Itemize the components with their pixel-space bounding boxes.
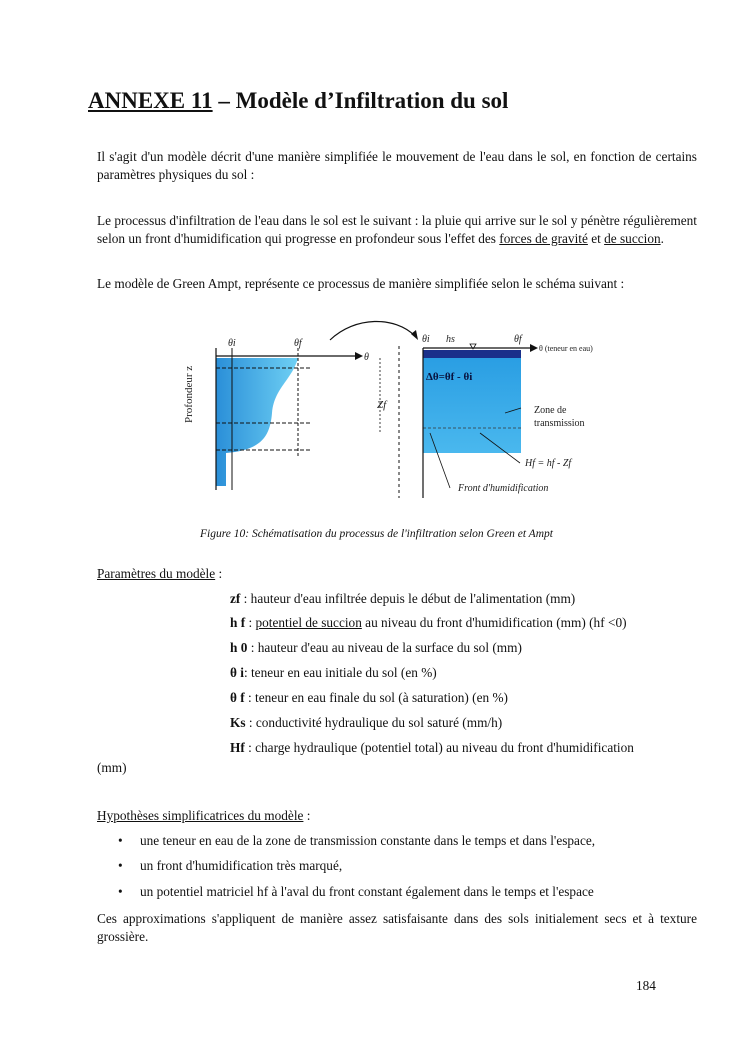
param-Hf-continuation: (mm) (97, 760, 127, 775)
transition-arrow-head (411, 330, 418, 340)
process-paragraph (97, 212, 697, 247)
param-zf (230, 591, 575, 607)
process-text-b: et (587, 230, 605, 246)
left-theta-i-label: θi (228, 338, 236, 349)
hypothesis-2: un front d'humidification très marqué, (140, 858, 343, 873)
annex-number: ANNEXE 11 (88, 88, 213, 113)
transition-arrow (330, 321, 415, 340)
param-Hf-symbol: Hf (230, 740, 245, 755)
surface-water-layer (423, 350, 521, 358)
param-h0 (230, 640, 522, 656)
left-axis-arrow (355, 352, 363, 360)
param-ks-symbol: Ks (230, 715, 246, 730)
green-ampt-figure (180, 318, 620, 518)
left-theta-axis-label: θ (364, 352, 369, 363)
param-Hf (230, 740, 634, 756)
param-h0-symbol: h 0 (230, 640, 248, 655)
param-theta-i-desc: : teneur en eau initiale du sol (en %) (243, 665, 437, 680)
front-label: Front d'humidification (458, 483, 549, 494)
right-theta-f-label: θf (514, 334, 522, 345)
params-title-suffix: : (215, 566, 223, 581)
zone-label-2: transmission (534, 418, 585, 429)
param-zf-symbol: zf (230, 591, 241, 606)
profondeur-label: Profondeur z (183, 365, 195, 423)
param-theta-i-symbol: θ i (230, 665, 244, 680)
param-zf-desc: : hauteur d'eau infiltrée depuis le début de l'alimentation (mm) (240, 591, 576, 606)
list-item (118, 858, 342, 874)
delta-theta-label: Δθ=θf - θi (426, 371, 473, 383)
intro-paragraph: Il s'agit d'un modèle décrit d'une manière simplifiée le mouvement de l'eau dans le sol, en fonction de certains paramètres physiques du sol : (97, 149, 697, 182)
right-axis-arrow (530, 344, 538, 352)
param-hf-sep: : (245, 615, 256, 630)
param-hf-symbol: h f (230, 615, 246, 630)
green-ampt-paragraph: Le modèle de Green Ampt, représente ce processus de manière simplifiée selon le schéma suivant : (97, 276, 625, 291)
hypotheses-title-text: Hypothèses simplificatrices du modèle (97, 808, 304, 823)
figure-caption: Figure 10: Schématisation du processus de l'infiltration selon Green et Ampt (200, 528, 553, 540)
hypothesis-3: un potentiel matriciel hf à l'aval du front constant également dans le temps et l'espace (140, 884, 594, 899)
right-hs-label: hs (446, 334, 455, 345)
bullet-icon: • (118, 833, 123, 848)
param-ks-desc: : conductivité hydraulique du sol saturé (mm/h) (245, 715, 503, 730)
list-item (118, 833, 595, 849)
left-theta-f-label: θf (294, 338, 302, 349)
hf-equation-label: Hf = hf - Zf (525, 458, 572, 469)
hypotheses-heading (97, 808, 310, 824)
param-theta-f-symbol: θ f (230, 690, 245, 705)
closing-paragraph: Ces approximations s'appliquent de manière assez satisfaisante dans des sols initialement secs et à texture grossière. (97, 911, 697, 944)
process-term-gravity: forces de gravité (499, 230, 588, 246)
param-Hf-desc: : charge hydraulique (potentiel total) au niveau du front d'humidification (244, 740, 634, 755)
process-text-c: . (660, 230, 664, 246)
bullet-icon: • (118, 858, 123, 873)
param-theta-f-desc: : teneur en eau finale du sol (à saturation) (en %) (244, 690, 508, 705)
page-number: 184 (636, 978, 656, 993)
param-theta-f (230, 690, 508, 706)
param-theta-i (230, 665, 437, 681)
process-text-a: Le processus d'infiltration de l'eau dans le sol est le suivant : la pluie qui arrive sur le sol y pénètre régulièrement selon un front d'humidification qui progresse en profondeur sous l'effet des (97, 213, 697, 246)
annex-title: – Modèle d’Infiltration du sol (212, 88, 509, 113)
param-h0-desc: : hauteur d'eau au niveau de la surface du sol (mm) (247, 640, 522, 655)
zone-label-1: Zone de (534, 405, 567, 416)
hypotheses-title-suffix: : (303, 808, 311, 823)
bullet-icon: • (118, 884, 123, 899)
process-term-succion: de succion (604, 230, 661, 246)
hypothesis-1: une teneur en eau de la zone de transmission constante dans le temps et dans l'espace, (140, 833, 596, 848)
param-hf-term: potentiel de succion (255, 615, 362, 630)
page-title (88, 88, 508, 114)
param-hf-desc: au niveau du front d'humidification (mm) (hf <0) (361, 615, 627, 630)
zf-label: Zf (377, 399, 387, 411)
left-moisture-profile (216, 358, 298, 486)
param-ks (230, 715, 502, 731)
param-hf (230, 615, 627, 631)
list-item (118, 884, 594, 900)
params-heading (97, 566, 222, 582)
right-theta-i-label: θi (422, 334, 430, 345)
right-axis-label: θ (teneur en eau) (539, 344, 593, 353)
params-title-text: Paramètres du modèle (97, 566, 216, 581)
